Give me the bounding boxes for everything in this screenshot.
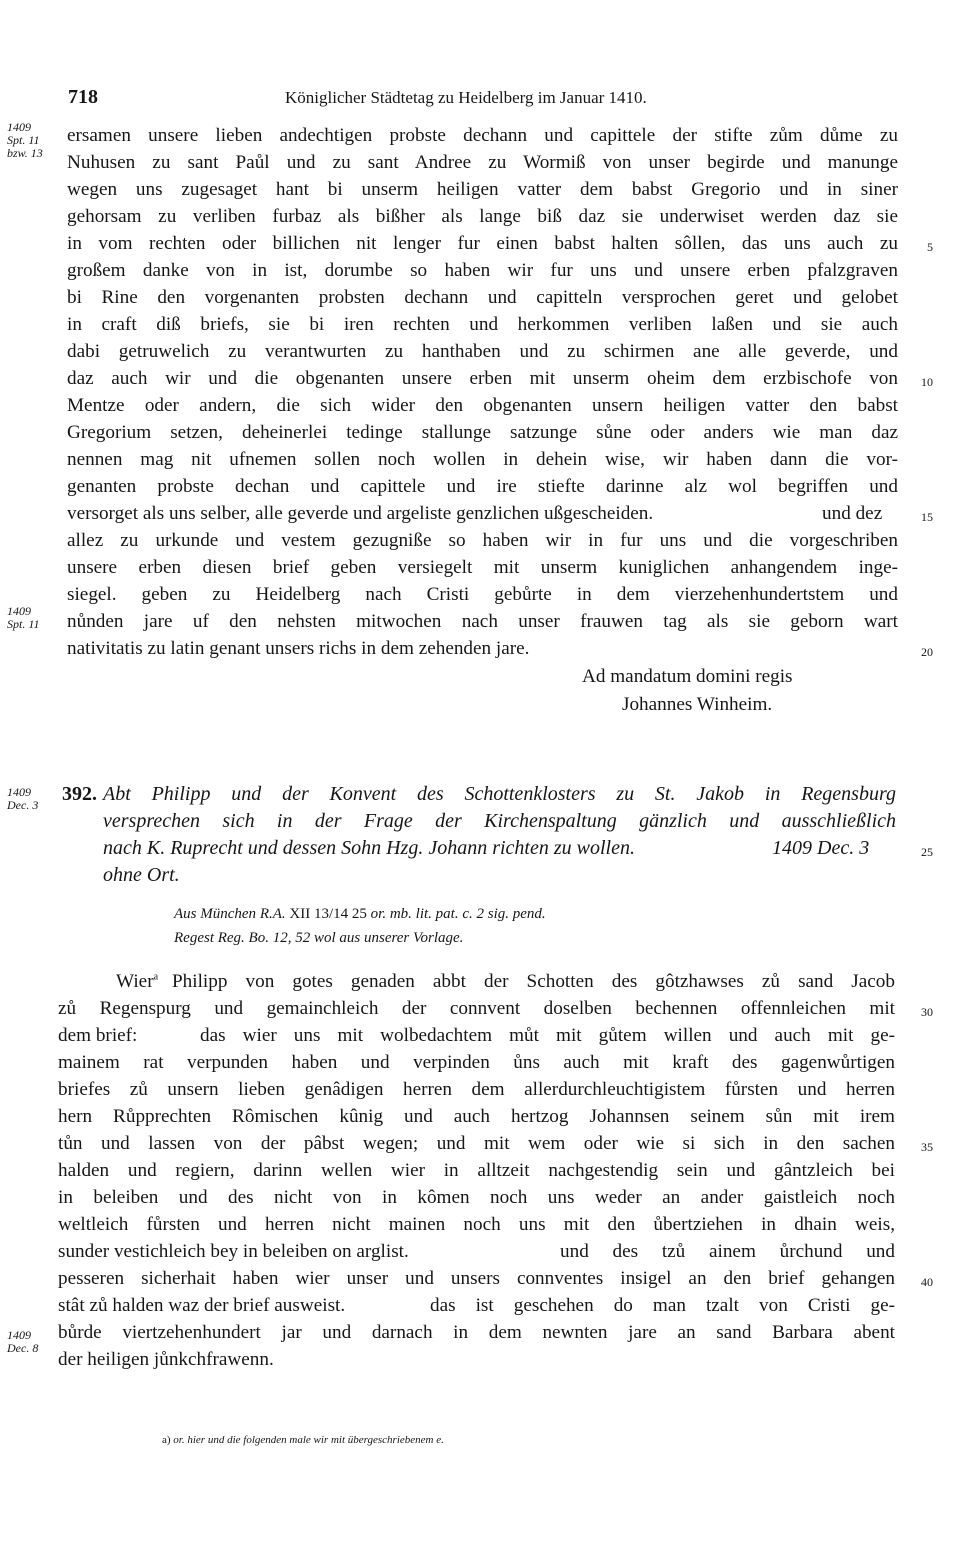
margin-date [7,605,39,631]
line-number: 15 [921,510,933,524]
page-number: 718 [68,86,98,108]
text-line-tail: und dez [822,503,883,524]
text-line: in beleiben und des nicht von in kômen noch uns weder an ander gaistleich noch [58,1187,895,1208]
margin-date [7,786,38,812]
document-heading-line: ohne Ort. [103,864,180,886]
text-line: das ist geschehen do man tzalt von Cristi ge- [430,1295,895,1316]
text-line: nůnden jare uf den nehsten mitwochen nach unser frauwen tag als sie geborn wart [67,611,898,632]
margin-date-year: 1409 [7,120,31,134]
line-number: 5 [927,240,933,254]
text-line: in craft diß briefs, sie bi iren rechten und herkommen verliben laßen und sie auch [67,314,898,335]
document-heading-line: Abt Philipp und der Konvent des Schottenklosters zu St. Jakob in Regensburg [103,783,896,805]
text-line: Nuhusen zu sant Paůl und zu sant Andree zu Wormiß von unser begirde und manunge [67,152,898,173]
line-number: 40 [921,1275,933,1289]
line-number: 20 [921,645,933,659]
margin-date-day: Spt. 11 [7,617,40,631]
line-number: 30 [921,1005,933,1019]
footnote [162,1434,444,1446]
signature-mandate: Ad mandatum domini regis [582,666,793,687]
text-line: siegel. geben zu Heidelberg nach Cristi gebůrte in dem vierzehenhundertstem und [67,584,898,605]
source-details: or. mb. lit. pat. c. 2 sig. pend. [370,906,546,922]
line-number: 10 [921,375,933,389]
text-line: sunder vestichleich bey in beleiben on arglist. [58,1241,409,1262]
text-line: großem danke von in ist, dorumbe so haben wir fur uns und unsere erben pfalzgraven [67,260,898,281]
document-heading-line: versprechen sich in der Frage der Kirchenspaltung gänzlich und ausschließlich [103,810,896,832]
text-line: wegen uns zugesaget hant bi unserm heiligen vatter dem babst Gregorio und in siner [67,179,898,200]
text-line-start [116,971,158,993]
document-number: 392. [62,783,97,805]
text-line: hern Růpprechten Rômischen kûnig und auch hertzog Johannsen seinem sůn mit irem [58,1106,895,1127]
footnote-label: a) [162,1434,171,1446]
margin-date-day: Dec. 8 [7,1341,39,1355]
source-prefix: Aus München [174,906,257,922]
footnote-text: or. hier und die folgenden male wir mit übergeschriebenem e. [173,1434,444,1446]
line-number: 35 [921,1140,933,1154]
text-line: stât zů halden waz der brief ausweist. [58,1295,346,1316]
text-line: nativitatis zu latin genant unsers richs in dem zehenden jare. [67,638,530,659]
text-line: der heiligen jůnkchfrawenn. [58,1349,274,1370]
source-note [174,906,546,923]
text-line: briefes zů unsern lieben genâdigen herren dem allerdurchleuchtigistem fůrsten und herren [58,1079,895,1100]
footnote-mark: a [153,971,159,983]
signature-name: Johannes Winheim. [622,694,773,715]
margin-date-year: 1409 [7,785,31,799]
text-line: Philipp von gotes genaden abbt der Schotten des gôtzhawses zů sand Jacob [172,971,895,992]
margin-date-day: Dec. 3 [7,798,39,812]
text-line: pesseren sicherhait haben wier unser und unsers connventes insigel an den brief gehangen [58,1268,895,1289]
text-line: tůn und lassen von der pâbst wegen; und mit wem oder wie si sich in den sachen [58,1133,895,1154]
text-line: dabi getruwelich zu verantwurten zu hanthaben und zu schirmen ane alle geverde, und [67,341,898,362]
text-line: Gregorium setzen, deheinerlei tedinge stallunge satzunge sůne oder anders wie man daz [67,422,898,443]
text-line: halden und regiern, darinn wellen wier in alltzeit nachgestendig sein und gântzleich bei [58,1160,895,1181]
text-line: weltleich fůrsten und herren nicht mainen noch uns mit den ůbertziehen in dhain weis, [58,1214,895,1235]
text-line: gehorsam zu verliben furbaz als bißher als lange biß daz sie underwiset werden daz sie [67,206,898,227]
document-heading-date: 1409 Dec. 3 [772,837,870,859]
text-line: mainem rat verpunden haben und verpinden ůns auch mit kraft des gagenwůrtigen [58,1052,895,1073]
text-line: zů Regenspurg und gemainchleich der connvent doselben bechennen offennleichen mit [58,998,895,1019]
opening-word: Wier [116,971,154,992]
text-line: genanten probste dechan und capittele und ire stiefte darinne alz wol begriffen und [67,476,898,497]
text-line: versorget als uns selber, alle geverde und argeliste genzlichen ußgescheiden. [67,503,654,524]
document-heading-line: nach K. Ruprecht und dessen Sohn Hzg. Johann richten zu wollen. [103,837,635,859]
text-line: daz auch wir und die obgenanten unsere erben mit unserm oheim dem erzbischofe von [67,368,898,389]
margin-date-day: Spt. 11 [7,133,40,147]
margin-date-year: 1409 [7,1328,31,1342]
source-shelf: XII 13/14 25 [289,906,367,922]
margin-date-year: 1409 [7,604,31,618]
line-number: 25 [921,845,933,859]
text-line: bi Rine den vorgenanten probsten dechann und capitteln versprochen geret und gelobet [67,287,898,308]
text-line: allez zu urkunde und vestem gezugniße so haben wir in fur uns und die vorgeschriben [67,530,898,551]
text-line: dem brief: [58,1025,138,1046]
text-line: ersamen unsere lieben andechtigen probste dechann und capittele der stifte zům důme zu [67,125,898,146]
text-line: das wier uns mit wolbedachtem můt mit gůtem willen und auch mit ge- [200,1025,895,1046]
text-line: nennen mag nit ufnemen sollen noch wollen in dehein wise, wir haben dann die vor- [67,449,898,470]
text-line: in vom rechten oder billichen nit lenger fur einen babst halten sôllen, das uns auch zu [67,233,898,254]
text-line: unsere erben diesen brief geben versiegelt mit unserm kuniglichen anhangendem inge- [67,557,898,578]
margin-date [7,121,43,160]
text-line: Mentze oder andern, die sich wider den obgenanten unsern heiligen vatter den babst [67,395,898,416]
running-head: Königlicher Städtetag zu Heidelberg im Januar 1410. [285,88,647,107]
margin-date-alt: bzw. 13 [7,146,43,160]
text-line: und des tzů ainem ůrchund und [560,1241,895,1262]
regest-note: Regest Reg. Bo. 12, 52 wol aus unserer Vorlage. [174,930,464,946]
margin-date [7,1329,38,1355]
source-archive: R.A. [259,906,286,922]
text-line: bůrde viertzehenhundert jar und darnach in dem newnten jare an sand Barbara abent [58,1322,895,1343]
